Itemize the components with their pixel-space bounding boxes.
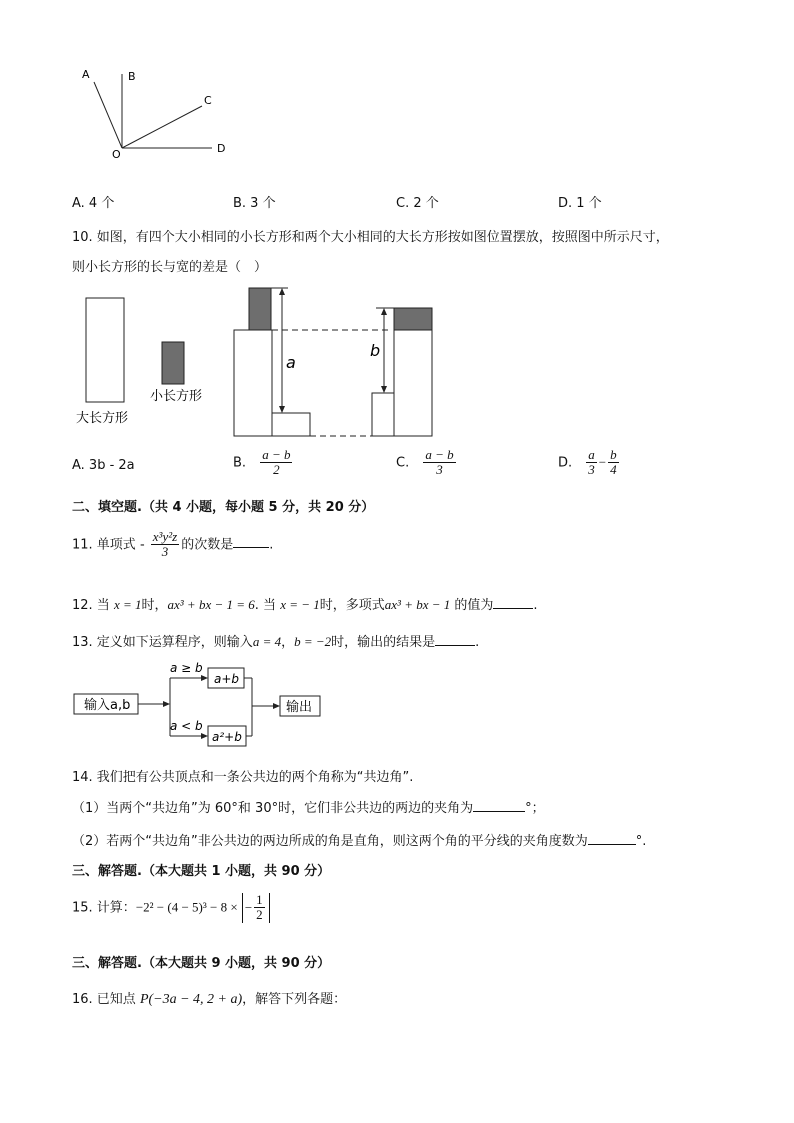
q9-option-b: B. 3 个 [233,196,276,211]
label-d: D [217,142,226,155]
q11-end: . [269,537,274,553]
q12-x2: x = − 1 [280,597,320,612]
flow-arrow-top [201,675,208,681]
left-bottom-small [272,413,310,436]
q13-blank [435,633,475,646]
flow-cond2: a < b [170,719,203,733]
q11-blank [233,535,269,548]
q16 [72,988,346,1008]
q10-option-a: A. 3b - 2a [72,458,135,473]
q10-option-b-den: 2 [273,462,280,478]
q14-part1 [72,797,545,816]
q11 [72,530,273,560]
label-o: O [112,148,121,161]
q10-option-d-n2: b [610,447,617,462]
section-2-heading: 二、填空题.（共 4 小题，每小题 5 分，共 20 分） [72,500,375,515]
q10-option-c-fraction [423,448,455,478]
arrow-a-bottom [279,406,285,413]
flow-arrow-out [273,703,280,709]
q14-part2-suffix: °. [635,834,647,849]
label-b: B [128,70,136,83]
label-b: b [370,341,381,360]
flow-arrow-1 [163,701,170,707]
label-a: a [286,353,296,372]
q12-blank [493,596,533,609]
q10-option-b-num: a − b [262,447,291,462]
q15-abs-num: 1 [256,892,263,907]
right-shaded-small [394,308,432,330]
q10-line2: 则小长方形的长与宽的差是（ ） [72,260,268,275]
q10-option-d-frac1 [586,448,597,478]
ray-oa [94,82,122,148]
q15 [72,893,270,923]
q12-x1: x = 1 [113,597,142,612]
q11-den: 3 [161,544,169,560]
q15-expr: −2² − (4 − 5)³ − 8 × [135,899,238,915]
q11-fraction [151,530,179,560]
q15-abs [242,893,270,923]
q12-t3: . 当 [254,598,277,613]
q10-line1: 10. 如图，有四个大小相同的小长方形和两个大小相同的大长方形按如图位置摆放，按照图中所示尺寸， [72,230,669,245]
q10-option-c-den: 3 [436,462,443,478]
label-c: C [204,94,212,107]
q16-point: P(−3a − 4, 2 + a) [139,992,243,1007]
q13-prefix: 13. 定义如下运算程序，则输入 [72,635,253,650]
q12-expr1: ax³ + bx − 1 = 6 [167,597,255,612]
section-3b-heading: 三、解答题.（本大题共 9 小题，共 90 分） [72,956,331,971]
arrow-b-top [381,308,387,315]
big-rectangle [86,298,124,402]
q13-end: . [475,635,480,650]
q13-b: b = −2 [294,634,332,649]
ray-oc [122,106,202,148]
q14-part2 [72,830,646,849]
flow-arrow-bottom [201,733,208,739]
flow-op1: a+b [214,672,240,686]
q14-intro: 14. 我们把有公共顶点和一条公共边的两个角称为“共边角”. [72,770,414,785]
q10-option-d-prefix: D. [558,455,573,471]
q12-text1: 12. 当 [72,598,110,613]
q13 [72,631,479,650]
q11-suffix: 的次数是 [181,537,234,553]
q12-expr2: ax³ + bx − 1 [384,597,451,612]
q10-option-d-minus: − [598,454,607,470]
q9-option-d: D. 1 个 [558,196,602,211]
q14-part1-prefix: （1）当两个“共边角”为 60°和 30°时，它们非公共边的两边的夹角为 [72,801,474,816]
rectangles-figure [70,282,450,442]
q13-a: a = 4 [252,634,282,649]
q14-part2-prefix: （2）若两个“共边角”非公共边的两边所成的角是直角，则这两个角的平分线的夹角度数为 [72,834,588,849]
q10-option-c [396,448,458,478]
q16-prefix: 16. 已知点 [72,992,136,1007]
q13-sep: ， [281,635,295,650]
q10-option-d [558,448,621,478]
big-rectangle-label: 大长方形 [76,411,129,426]
q15-abs-den: 2 [256,907,263,923]
q9-option-a: A. 4 个 [72,196,115,211]
q13-suffix: 时，输出的结果是 [331,635,436,650]
q15-abs-sign: − [244,899,253,915]
q10-option-d-d1: 3 [588,462,595,478]
flow-op2: a²+b [212,730,242,744]
right-bottom-small [372,393,394,436]
angle-figure [70,60,250,170]
right-big-rectangle [394,330,432,436]
left-shaded-small [249,288,271,330]
q14-part2-blank [588,832,636,845]
q12-t4: 时，多项式 [319,598,385,613]
q9-option-c: C. 2 个 [396,196,439,211]
q12-t2: 时， [141,598,168,613]
q10-option-b-prefix: B. [233,455,247,471]
q10-option-b [233,448,294,478]
small-rectangle [162,342,184,384]
left-big-rectangle [234,330,272,436]
q15-prefix: 15. 计算： [72,900,136,916]
q12 [72,594,538,613]
q10-option-d-n1: a [588,447,595,462]
q14-part1-suffix: °； [525,801,545,816]
q12-t5: 的值为 [454,598,494,613]
flow-output-label: 输出 [286,700,313,715]
q10-option-b-fraction [260,448,292,478]
small-rectangle-label: 小长方形 [150,389,203,404]
q16-suffix: ，解答下列各题： [242,992,347,1007]
arrow-b-bottom [381,386,387,393]
flow-input-label: 输入a,b [84,698,131,713]
q10-option-d-d2: 4 [610,462,617,478]
flow-cond1: a ≥ b [170,661,203,675]
q14-part1-blank [473,799,525,812]
q10-option-d-frac2 [608,448,619,478]
q12-end: . [533,598,538,613]
q15-abs-fraction [254,893,265,923]
label-a: A [82,68,90,81]
q10-option-c-num: a − b [425,447,454,462]
q11-num: x³y²z [152,529,178,544]
q11-prefix: 11. 单项式 - [72,537,145,553]
arrow-a-top [279,288,285,295]
flowchart [70,656,340,752]
section-3a-heading: 三、解答题.（本大题共 1 小题，共 90 分） [72,864,331,879]
q10-option-c-prefix: C. [396,455,410,471]
